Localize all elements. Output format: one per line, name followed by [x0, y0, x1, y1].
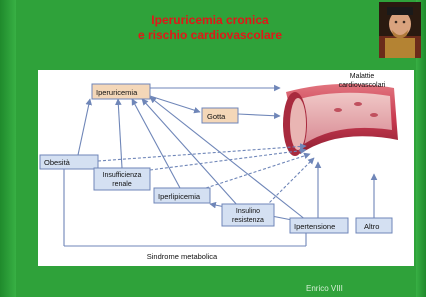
malattie-label-line2: cardiovascolari — [338, 82, 386, 89]
node-iperuricemia-label: Iperuricemia — [96, 88, 138, 97]
sindrome-metabolica-label: Sindrome metabolica — [146, 252, 218, 261]
node-insufficienza-label-line2: renale — [112, 181, 132, 188]
node-ipertensione-label: Ipertensione — [294, 222, 336, 231]
node-insulino-resistenza — [222, 204, 274, 226]
node-gotta — [202, 108, 238, 123]
slide-title-line2: e rischio cardiovascolare — [137, 28, 283, 42]
node-iperlipicemia-label: Iperlipicemia — [158, 192, 201, 201]
footer-caption: Enrico VIII — [306, 284, 343, 293]
diagram-canvas — [38, 70, 414, 266]
node-iperlipicemia — [154, 188, 210, 203]
blood-vessel-illustration — [283, 84, 398, 156]
node-insufficienza-renale — [94, 168, 150, 190]
node-altro-label: Altro — [364, 222, 380, 231]
node-insufficienza-label-line1: Insufficienza — [102, 172, 142, 179]
slide-stripe-left — [0, 0, 16, 297]
henry-viii-portrait — [379, 2, 421, 58]
diagram-panel — [38, 70, 414, 266]
node-gotta-label: Gotta — [207, 112, 226, 121]
malattie-label-line1: Malattie — [349, 73, 375, 80]
node-obesita-label: Obesità — [44, 158, 70, 167]
node-ipertensione — [290, 218, 348, 233]
node-obesita — [40, 155, 98, 169]
node-insulino-label-line2: resistenza — [232, 217, 264, 224]
node-insulino-label-line1: Insulino — [235, 208, 261, 215]
slide-title-line1: Iperuricemia cronica — [151, 13, 269, 27]
slide-title — [95, 13, 325, 43]
node-altro — [356, 218, 392, 233]
node-iperuricemia — [92, 84, 150, 99]
